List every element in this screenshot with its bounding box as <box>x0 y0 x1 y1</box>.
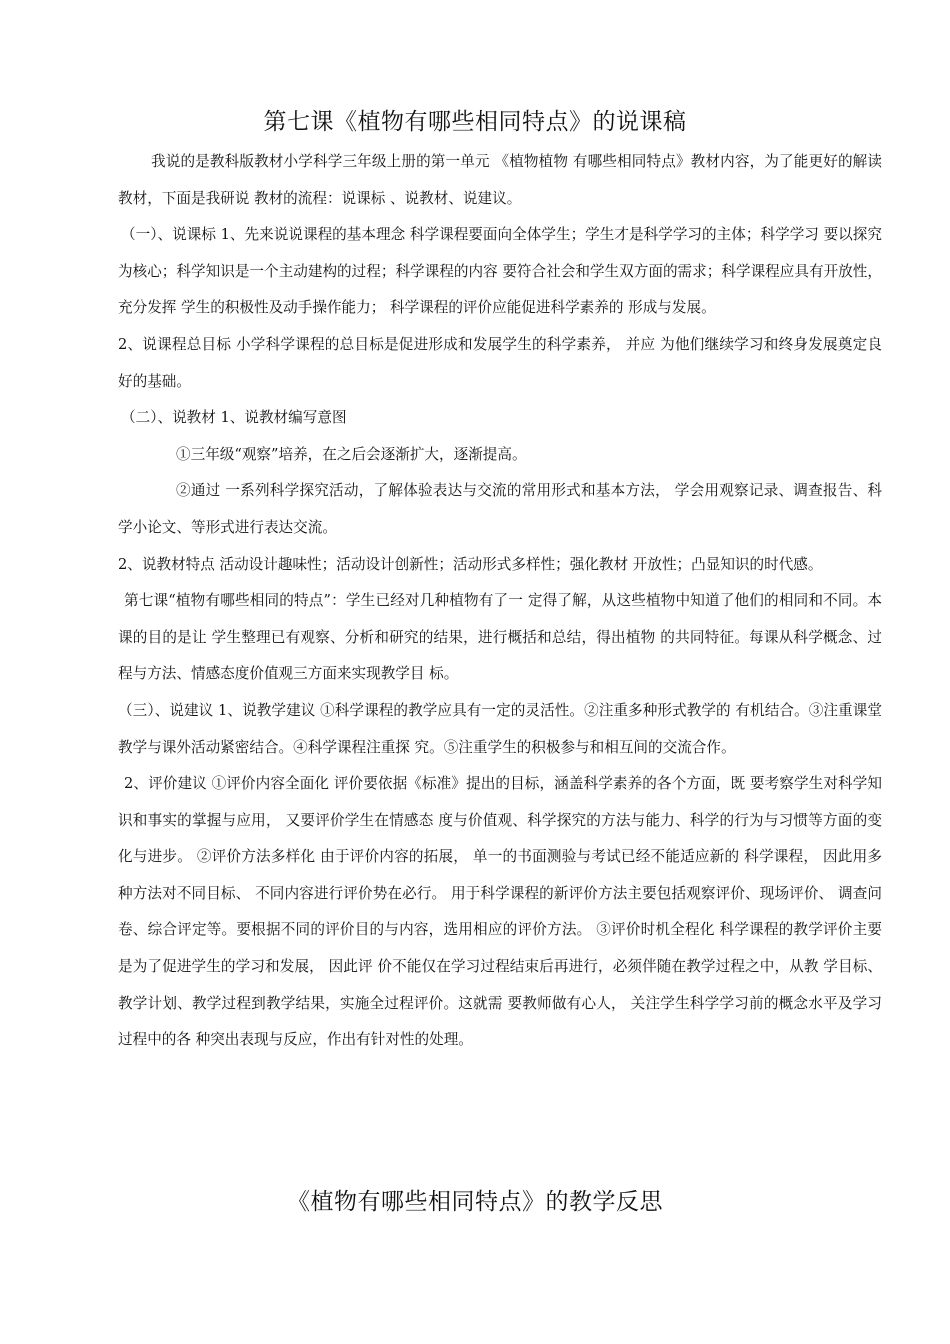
paragraph-evaluation-suggestions: 2、评价建议 ①评价内容全面化 评价要依据《标准》提出的目标，涵盖科学素养的各个方面，既 要考察学生对科学知识和事实的掌握与应用， 又要评价学生在情感态 度与价值观、科学探究的方法与能力、科学的行为与习惯等方面的变 化与进步。 ②评价方法多样化 由于评价内容的拓展， 单一的书面测验与考试已经不能适应新的 科学课程， 因此用多种方法对不同目标、 不同内容进行评价势在必行。 用于科学课程的新评价方法主要包括观察评价、现场评价、 调查问卷、综合评定等。要根据不同的评价目的与内容，选用相应的评价方法。 ③评价时机全程化 科学课程的教学评价主要是为了促进学生的学习和发展， 因此评 价不能仅在学习过程结束后再进行，必须伴随在教学过程之中，从教 学目标、教学计划、教学过程到教学结果，实施全过程评价。这就需 要教师做有心人， 关注学生科学学习前的概念水平及学习过程中的各 种突出表现与反应，作出有针对性的处理。 <box>118 775 882 1049</box>
paragraph-textbook-item-2: ②通过 一系列科学探究活动，了解体验表达与交流的常用形式和基本方法， 学会用观察记录、调查报告、科学小论文、等形式进行表达交流。 <box>118 482 882 536</box>
paragraph-curriculum-standard: （一）、说课标 1、先来说说课程的基本理念 科学课程要面向全体学生；学生才是科学学习的主体；科学学习 要以探究为核心；科学知识是一个主动建构的过程；科学课程的内容 要符合社会和学生双方面的需求；科学课程应具有开放性，充分发挥 学生的积极性及动手操作能力； 科学课程的评价应能促进科学素养的 形成与发展。 <box>118 226 882 317</box>
reflection-title: 《植物有哪些相同特点》的教学反思 <box>287 1189 663 1215</box>
document-title: 第七课《植物有哪些相同特点》的说课稿 <box>263 109 687 135</box>
document-body <box>118 144 882 1059</box>
paragraph-curriculum-goal: 2、说课程总目标 小学科学课程的总目标是促进形成和发展学生的科学素养， 并应 为他们继续学习和终身发展奠定良好的基础。 <box>118 335 882 390</box>
paragraph-intro: 我说的是教科版教材小学科学三年级上册的第一单元 《植物植物 有哪些相同特点》教材内容，为了能更好的解读教材，下面是我研说 教材的流程：说课标 、说教材、说建议。 <box>118 153 882 207</box>
paragraph-teaching-suggestions: （三）、说建议 1、说教学建议 ①科学课程的教学应具有一定的灵活性。②注重多种形式教学的 有机结合。③注重课堂教学与课外活动紧密结合。④科学课程注重探 究。⑤注重学生的积极参与和相互间的交流合作。 <box>118 701 882 756</box>
paragraph-textbook-features: 2、说教材特点 活动设计趣味性；活动设计创新性；活动形式多样性；强化教材 开放性；凸显知识的时代感。 <box>118 555 823 573</box>
paragraph-textbook-heading: （二）、说教材 1、说教材编写意图 <box>121 409 347 427</box>
paragraph-lesson-seven: 第七课“植物有哪些相同的特点”：学生已经对几种植物有了一 定得了解，从这些植物中知道了他们的相同和不同。本课的目的是让 学生整理已有观察、分析和研究的结果，进行概括和总结，得出植物 的共同特征。每课从科学概念、过程与方法、情感态度价值观三方面来实现教学目 标。 <box>118 592 882 683</box>
paragraph-textbook-item-1: ①三年级“观察”培养，在之后会逐渐扩大，逐渐提高。 <box>176 445 527 463</box>
